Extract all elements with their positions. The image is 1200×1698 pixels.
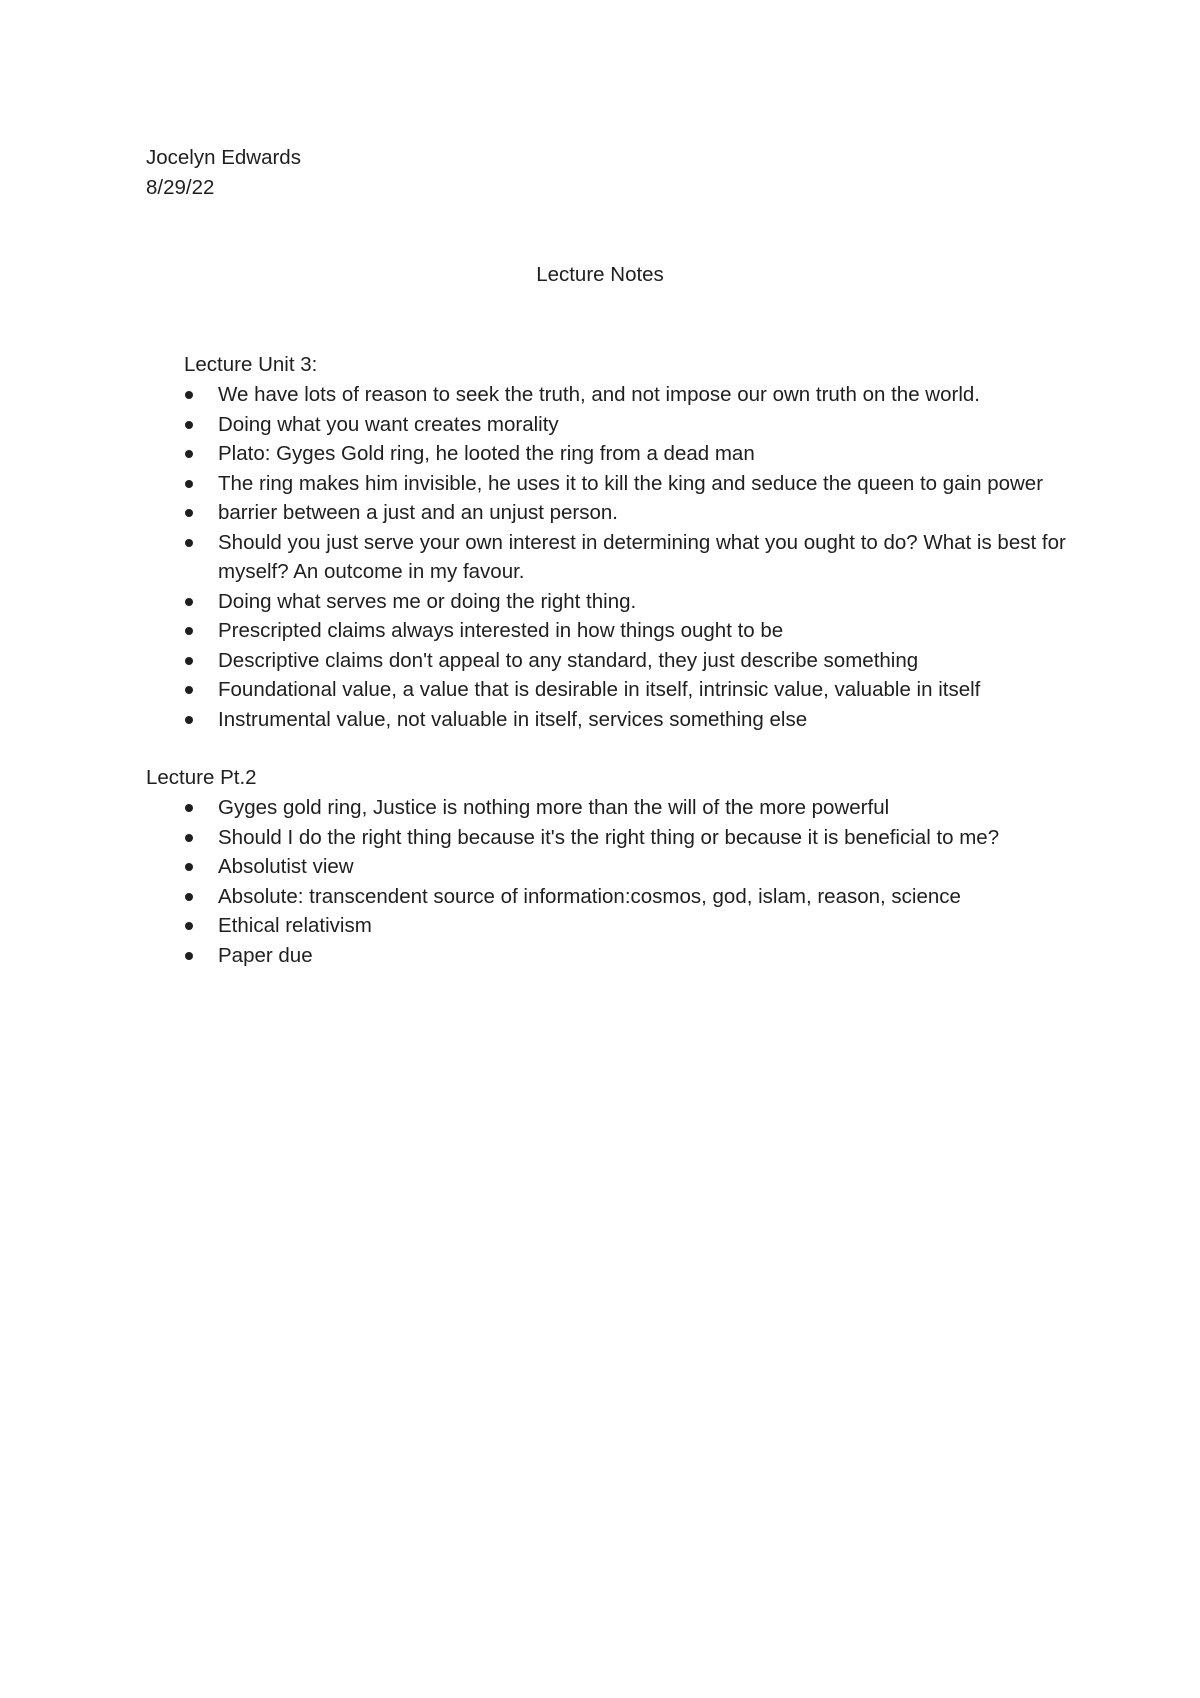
bullet-icon xyxy=(185,657,193,665)
list-item xyxy=(184,852,1084,882)
list-item xyxy=(184,646,1084,676)
bullet-icon xyxy=(185,834,193,842)
list-item-text: Should you just serve your own interest in determining what you ought to do? What is best for myself? An outcome in my favour. xyxy=(218,530,1066,583)
list-item-text: Prescripted claims always interested in how things ought to be xyxy=(218,619,784,642)
list-item-text: Ethical relativism xyxy=(218,914,372,937)
bullet-icon xyxy=(185,863,193,871)
list-item-text: Paper due xyxy=(218,943,313,967)
bullet-icon xyxy=(185,893,193,901)
section-heading-pt-2: Lecture Pt.2 xyxy=(146,766,257,789)
document-header xyxy=(146,143,301,202)
bullet-icon xyxy=(185,922,193,930)
list-item-text: Gyges gold ring, Justice is nothing more than the will of the more powerful xyxy=(218,796,890,819)
section-heading-unit-3: Lecture Unit 3: xyxy=(184,353,318,376)
list-item-text: We have lots of reason to seek the truth, and not impose our own truth on the world. xyxy=(218,383,980,406)
list-item-text: Doing what serves me or doing the right thing. xyxy=(218,589,637,613)
list-item-text: Foundational value, a value that is desirable in itself, intrinsic value, valuable in itself xyxy=(218,678,981,701)
list-item xyxy=(184,528,1084,587)
list-item xyxy=(184,380,1084,410)
list-item xyxy=(184,675,1084,705)
bullet-icon xyxy=(185,480,193,488)
bullet-icon xyxy=(185,598,193,606)
list-item xyxy=(184,911,1084,941)
pt-2-notes-list xyxy=(184,793,1084,970)
list-item xyxy=(184,439,1084,469)
bullet-icon xyxy=(185,686,193,694)
list-item xyxy=(184,823,1084,853)
list-item xyxy=(184,941,1084,971)
list-item-text: Absolute: transcendent source of information:cosmos, god, islam, reason, science xyxy=(218,884,961,908)
list-item xyxy=(184,705,1084,735)
document-date: 8/29/22 xyxy=(146,175,215,199)
bullet-icon xyxy=(185,804,193,812)
list-item xyxy=(184,498,1084,528)
list-item xyxy=(184,882,1084,912)
bullet-icon xyxy=(185,716,193,724)
bullet-icon xyxy=(185,421,193,429)
list-item-text: The ring makes him invisible, he uses it to kill the king and seduce the queen to gain power xyxy=(218,471,1044,495)
list-item xyxy=(184,410,1084,440)
list-item-text: Instrumental value, not valuable in itself, services something else xyxy=(218,707,808,731)
bullet-icon xyxy=(185,539,193,547)
list-item-text: barrier between a just and an unjust person. xyxy=(218,501,619,524)
list-item xyxy=(184,793,1084,823)
bullet-icon xyxy=(185,952,193,960)
list-item xyxy=(184,469,1084,499)
unit-3-notes-list xyxy=(184,380,1084,734)
list-item xyxy=(184,616,1084,646)
list-item-text: Doing what you want creates morality xyxy=(218,412,559,436)
document-title: Lecture Notes xyxy=(536,263,664,286)
bullet-icon xyxy=(185,627,193,635)
bullet-icon xyxy=(185,450,193,458)
author-name: Jocelyn Edwards xyxy=(146,146,301,169)
list-item-text: Descriptive claims don't appeal to any standard, they just describe something xyxy=(218,648,919,672)
list-item xyxy=(184,587,1084,617)
list-item-text: Plato: Gyges Gold ring, he looted the ring from a dead man xyxy=(218,442,755,465)
list-item-text: Should I do the right thing because it's the right thing or because it is beneficial to me? xyxy=(218,825,1000,849)
list-item-text: Absolutist view xyxy=(218,855,354,878)
bullet-icon xyxy=(185,391,193,399)
bullet-icon xyxy=(185,509,193,517)
